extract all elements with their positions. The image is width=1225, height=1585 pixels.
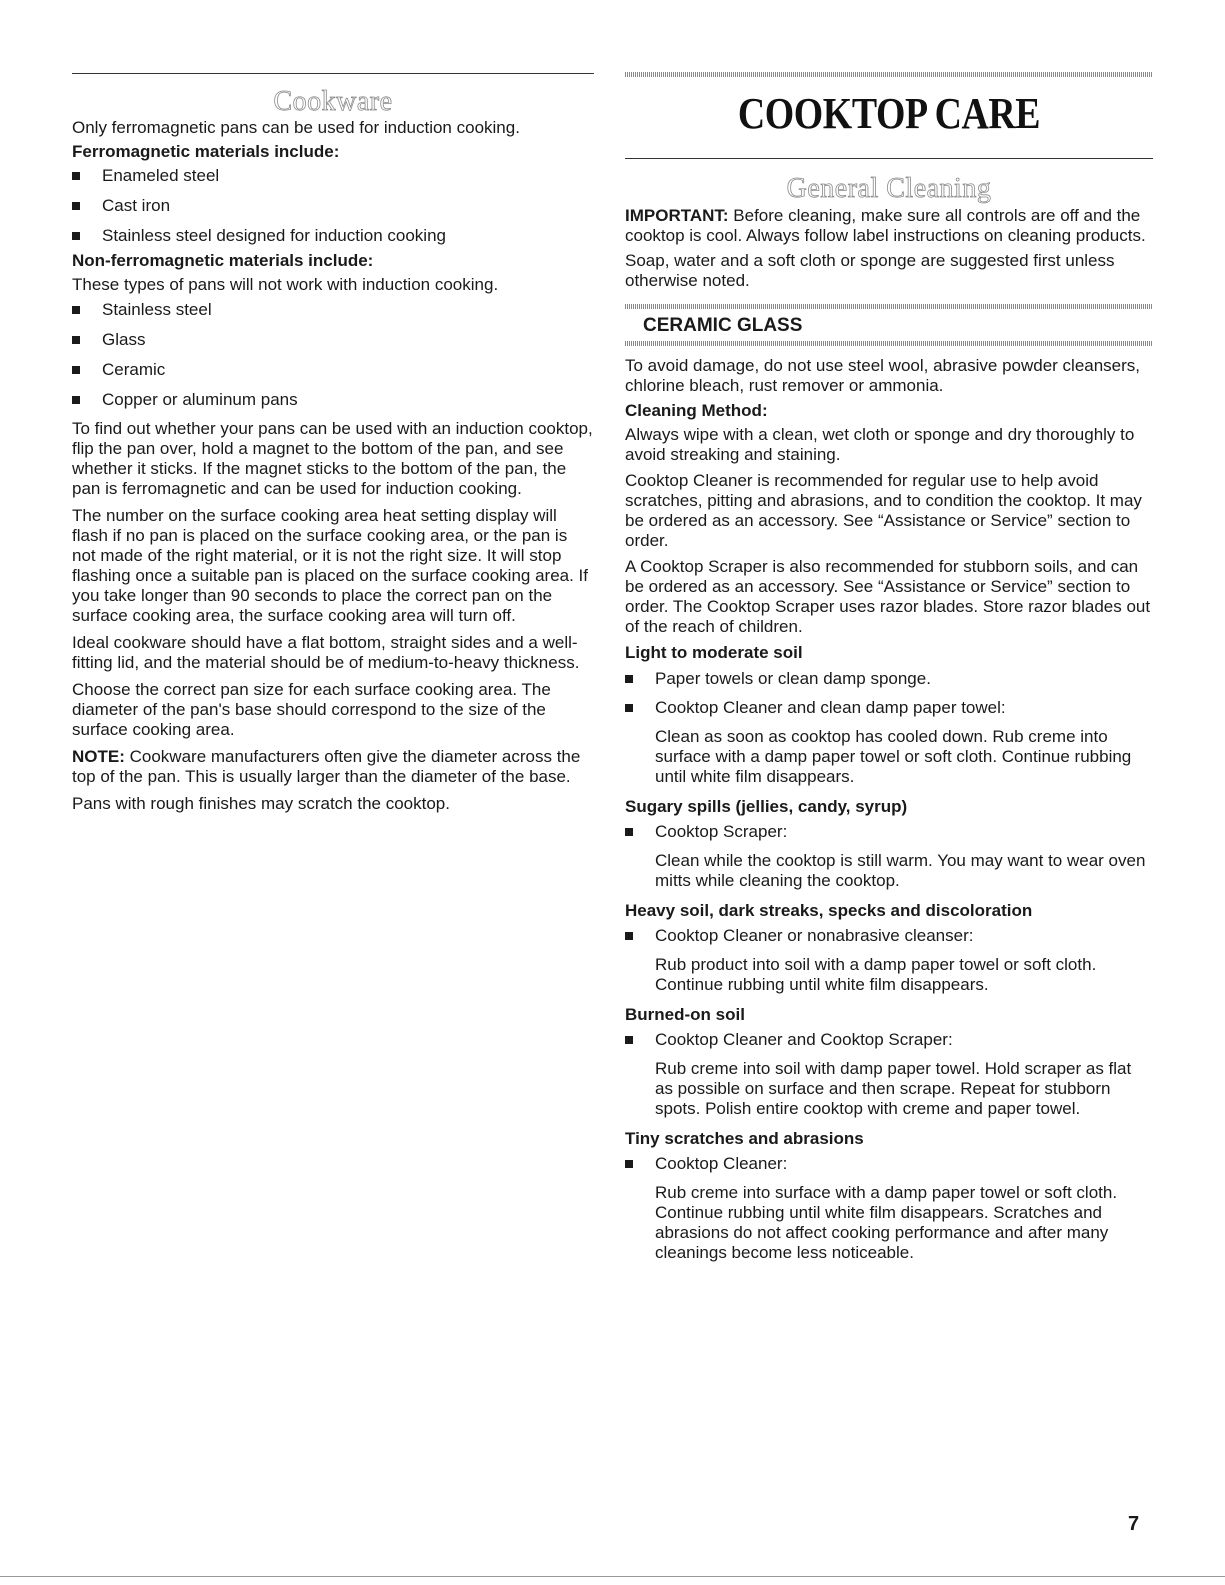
sugary-title: Sugary spills (jellies, candy, syrup) <box>625 797 908 816</box>
flash-paragraph: The number on the surface cooking area heat setting display will flash if no pan is placed on the surface cooking area, or the pan is not made of the right material, or it is not the right size. It will stop flashing once a suitable pan is placed on the surface cooking area. If you take longer than 90 seconds to place the correct pan on the surface cooking area, the surface cooking area will turn off. <box>72 506 589 625</box>
burned-soil-list <box>625 1030 1153 1050</box>
heavy-soil-desc: Rub product into soil with a damp paper towel or soft cloth. Continue rubbing until white film disappears. <box>655 955 1097 994</box>
list-item: Cast iron <box>72 196 594 216</box>
list-item: Cooktop Cleaner and clean damp paper towel: <box>625 698 1153 718</box>
size-paragraph: Choose the correct pan size for each surface cooking area. The diameter of the pan's base should correspond to the size of the surface cooking area. <box>72 680 551 739</box>
note-text: Cookware manufacturers often give the diameter across the top of the pan. This is usually larger than the diameter of the base. <box>72 747 581 786</box>
list-item: Glass <box>72 330 594 350</box>
ferro-title: Ferromagnetic materials include: <box>72 142 340 161</box>
tiny-scratches-desc: Rub creme into surface with a damp paper towel or soft cloth. Continue rubbing until white film disappears. Scratches and abrasions do not affect cooking performance and after many cleanings become less noticeable. <box>655 1183 1118 1262</box>
nonferro-list <box>72 300 594 410</box>
page-title: COOKTOP CARE <box>737 89 1041 138</box>
light-soil-desc: Clean as soon as cooktop has cooled down. Rub creme into surface with a damp paper towel or soft cloth. Continue rubbing until white film disappears. <box>655 727 1132 786</box>
title-top-rule <box>625 72 1153 77</box>
list-item: Cooktop Scraper: <box>625 822 1153 842</box>
avoid-paragraph: To avoid damage, do not use steel wool, abrasive powder cleansers, chlorine bleach, rust remover or ammonia. <box>625 356 1141 395</box>
top-rule <box>72 73 594 74</box>
rough-paragraph: Pans with rough finishes may scratch the cooktop. <box>72 794 450 813</box>
list-item: Enameled steel <box>72 166 594 186</box>
title-bottom-rule <box>625 158 1153 159</box>
list-item: Cooktop Cleaner or nonabrasive cleanser: <box>625 926 1153 946</box>
sugary-desc: Clean while the cooktop is still warm. You may want to wear oven mitts while cleaning the cooktop. <box>655 851 1146 890</box>
list-item: Cooktop Cleaner and Cooktop Scraper: <box>625 1030 1153 1050</box>
list-item: Stainless steel designed for induction cooking <box>72 226 594 246</box>
list-item: Ceramic <box>72 360 594 380</box>
burned-soil-title: Burned-on soil <box>625 1005 745 1024</box>
right-column <box>625 60 1153 1263</box>
heavy-soil-title: Heavy soil, dark streaks, specks and discoloration <box>625 901 1033 920</box>
method-paragraph: Always wipe with a clean, wet cloth or sponge and dry thoroughly to avoid streaking and staining. <box>625 425 1135 464</box>
bottom-rule <box>0 1576 1225 1577</box>
ferro-list <box>72 166 594 246</box>
important-text: Before cleaning, make sure all controls are off and the cooktop is cool. Always follow label instructions on cleaning products. <box>625 206 1146 245</box>
cookware-intro: Only ferromagnetic pans can be used for induction cooking. <box>72 118 520 137</box>
important-paragraph <box>625 206 1153 246</box>
band-top-rule <box>625 304 1153 309</box>
magnet-paragraph: To find out whether your pans can be used with an induction cooktop, flip the pan over, hold a magnet to the bottom of the pan, and see whether it sticks. If the magnet sticks to the bottom of the pan, the pan is ferromagnetic and can be used for induction cooking. <box>72 419 593 498</box>
scraper-paragraph: A Cooktop Scraper is also recommended for stubborn soils, and can be ordered as an accessory. See “Assistance or Service” section to order. The Cooktop Scraper uses razor blades. Store razor blades out of the reach of children. <box>625 557 1151 636</box>
note-label: NOTE: <box>72 747 125 766</box>
list-item: Cooktop Cleaner: <box>625 1154 1153 1174</box>
tiny-scratches-list <box>625 1154 1153 1174</box>
list-item: Paper towels or clean damp sponge. <box>625 669 1153 689</box>
heavy-soil-list <box>625 926 1153 946</box>
nonferro-title: Non-ferromagnetic materials include: <box>72 251 374 270</box>
tiny-scratches-title: Tiny scratches and abrasions <box>625 1129 864 1148</box>
sugary-list <box>625 822 1153 842</box>
soap-paragraph: Soap, water and a soft cloth or sponge are suggested first unless otherwise noted. <box>625 251 1115 290</box>
general-cleaning-heading: General Cleaning <box>786 173 992 204</box>
cleaner-paragraph: Cooktop Cleaner is recommended for regular use to help avoid scratches, pitting and abrasions, and to condition the cooktop. It may be ordered as an accessory. See “Assistance or Service” section to order. <box>625 471 1142 550</box>
band-bottom-rule <box>625 341 1153 346</box>
ideal-paragraph: Ideal cookware should have a flat bottom, straight sides and a well-fitting lid, and the material should be of medium-to-heavy thickness. <box>72 633 580 672</box>
method-title: Cleaning Method: <box>625 401 768 420</box>
note-paragraph <box>72 747 594 787</box>
page-number: 7 <box>1128 1513 1140 1535</box>
cookware-heading: Cookware <box>273 86 393 117</box>
list-item: Copper or aluminum pans <box>72 390 594 410</box>
list-item: Stainless steel <box>72 300 594 320</box>
light-soil-title: Light to moderate soil <box>625 643 803 662</box>
light-soil-list <box>625 669 1153 718</box>
burned-soil-desc: Rub creme into soil with damp paper towel. Hold scraper as flat as possible on surface and then scrape. Repeat for stubborn spots. Polish entire cooktop with creme and paper towel. <box>655 1059 1132 1118</box>
important-label: IMPORTANT: <box>625 206 729 225</box>
nonferro-intro: These types of pans will not work with induction cooking. <box>72 275 499 294</box>
ceramic-glass-title: CERAMIC GLASS <box>643 315 803 336</box>
left-column <box>72 60 594 814</box>
